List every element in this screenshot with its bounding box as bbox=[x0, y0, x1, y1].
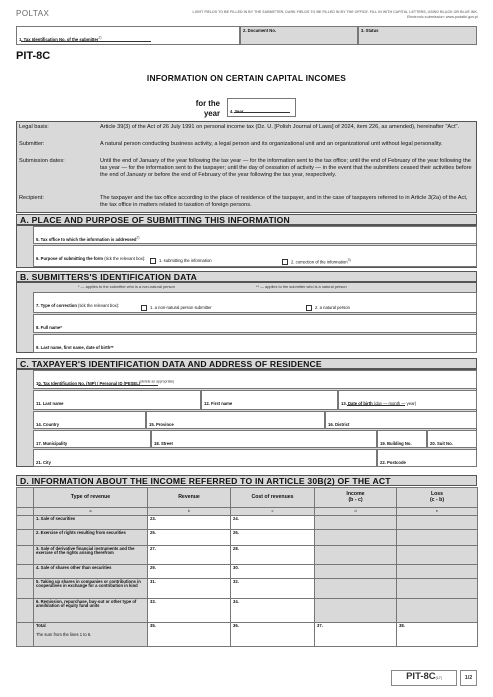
cost-cell-34[interactable]: 34. bbox=[231, 598, 315, 622]
revenue-cell-25[interactable]: 25. bbox=[148, 529, 231, 545]
cost-cell-28[interactable]: 28. bbox=[231, 545, 315, 564]
section-a-title: A. PLACE AND PURPOSE OF SUBMITTING THIS INFORMATION bbox=[16, 214, 477, 225]
correction-option-natural[interactable]: 2. a natural person bbox=[306, 305, 350, 311]
table-row bbox=[17, 578, 478, 598]
instructions-text: LIGHT FIELDS TO BE FILLED IN BY THE SUBMITTER, DARK FIELDS TO BE FILLED IN BY THE OFFICE. FILL IN WITH CAPITAL LETTERS, USING BLACK OR BLUE INK. bbox=[192, 10, 478, 14]
purpose-option-submitting[interactable]: 1. submitting the information bbox=[150, 258, 212, 264]
postcode-field[interactable]: 22. Postcode bbox=[377, 449, 477, 467]
document-no-field: 2. Document No. bbox=[240, 26, 358, 45]
income-cell-row2 bbox=[315, 529, 397, 545]
street-field[interactable]: 18. Street bbox=[151, 430, 377, 448]
income-cell-row5 bbox=[315, 578, 397, 598]
building-no-field[interactable]: 19. Building No. bbox=[377, 430, 427, 448]
suit-no-field[interactable]: 20. Suit No. bbox=[427, 430, 477, 448]
correction-option-non-natural[interactable]: 1. a non-natural person submitter bbox=[141, 305, 212, 311]
income-cell-row4 bbox=[315, 564, 397, 578]
row-label-sale-of-shares: 4. Sale of shares other than securities bbox=[34, 564, 148, 578]
district-field[interactable]: 16. District bbox=[325, 411, 477, 429]
income-table-header-row bbox=[17, 488, 478, 508]
tax-id-submitter-label: 1. Tax Identification No. of the submitter$^{1)}$ bbox=[19, 35, 102, 42]
submitter-note-natural: ** — applies to the submitter who is a natural person bbox=[256, 284, 347, 289]
table-row bbox=[17, 545, 478, 564]
footer-form-code: PIT-8C(17) bbox=[406, 671, 442, 682]
purpose-option-correction[interactable]: 2. correction of the information$^{3)}$ bbox=[282, 258, 351, 265]
tax-id-submitter-field[interactable] bbox=[16, 26, 240, 45]
cost-cell-24[interactable]: 24. bbox=[231, 515, 315, 529]
revenue-cell-23[interactable]: 23. bbox=[148, 515, 231, 529]
tax-office-field[interactable] bbox=[33, 226, 477, 244]
row-label-contribution-in-kind: 5. Taking up shares in companies or contributions in cooperatives in exchange for a contribution in kind bbox=[34, 578, 148, 598]
municipality-field[interactable]: 17. Municipality bbox=[33, 430, 151, 448]
table-row bbox=[17, 598, 478, 622]
row-label-derivatives: 3. Sale of derivative financial instruments and the exercise of the rights arising therefrom bbox=[34, 545, 148, 564]
income-table bbox=[16, 487, 478, 647]
row-label-sale-of-securities: 1. Sale of securities bbox=[34, 515, 148, 529]
header-spacer bbox=[17, 488, 34, 508]
year-field[interactable] bbox=[227, 98, 296, 117]
cost-cell-32[interactable]: 32. bbox=[231, 578, 315, 598]
letter-b: b bbox=[148, 508, 231, 516]
info-submitter: Submitter: A natural person conducting business activity, a legal person and its organizational unit and an organizational unit without legal personality. bbox=[19, 141, 443, 147]
letter-c: c bbox=[231, 508, 315, 516]
purpose-submitting-checkbox[interactable] bbox=[150, 258, 156, 264]
e-submission-text: Electronic submission: www.podatki.gov.pl bbox=[406, 15, 478, 19]
loss-cell-row5 bbox=[397, 578, 478, 598]
table-row bbox=[17, 564, 478, 578]
natural-checkbox[interactable] bbox=[306, 305, 312, 311]
loss-cell-row1 bbox=[397, 515, 478, 529]
total-loss-cell-38[interactable]: 38. bbox=[397, 622, 478, 646]
first-name-field[interactable]: 12. First name bbox=[201, 390, 338, 410]
province-field[interactable]: 15. Province bbox=[146, 411, 325, 429]
total-label: Total The sum from the lines 1 to 6. bbox=[34, 622, 148, 646]
city-field[interactable]: 21. City bbox=[33, 449, 377, 467]
section-d-title: D. INFORMATION ABOUT THE INCOME REFERRED TO IN ARTICLE 30B(2) OF THE ACT bbox=[16, 475, 477, 486]
taxpayer-id-field[interactable] bbox=[33, 370, 477, 389]
country-field[interactable]: 14. Country bbox=[33, 411, 146, 429]
section-c-title: C. TAXPAYER'S IDENTIFICATION DATA AND ADDRESS OF RESIDENCE bbox=[16, 358, 477, 369]
letter-spacer bbox=[17, 508, 34, 516]
row-label-fund-units: 6. Remission, repurchase, buy-out or other type of annihilation of equity fund units bbox=[34, 598, 148, 622]
info-legal-basis: Legal basis: Article 39(3) of the Act of 26 July 1991 on personal income tax (Dz. U. [Polish Journal of Laws] of 2024, item 226, as amended), hereinafter "Act". bbox=[19, 124, 460, 130]
header-cost-of-revenues: Cost of revenues bbox=[231, 488, 315, 508]
for-the-label: for the bbox=[195, 99, 220, 108]
revenue-cell-33[interactable]: 33. bbox=[148, 598, 231, 622]
form-title: INFORMATION ON CERTAIN CAPITAL INCOMES bbox=[146, 73, 347, 83]
loss-cell-row2 bbox=[397, 529, 478, 545]
letter-e: e bbox=[397, 508, 478, 516]
name-dob-field[interactable] bbox=[33, 334, 477, 353]
header-type-of-revenue: Type of revenue bbox=[34, 488, 148, 508]
tax-office-label: 5. Tax office to which the information is addressed$^{2)}$ bbox=[36, 235, 140, 242]
income-cell-row1 bbox=[315, 515, 397, 529]
info-recipient: Recipient: The taxpayer and the tax office according to the place of residence of the taxpayer, and in the case of taxpayers referred to in Article 3(2a) of the Act, the tax office in matters related to taxation of foreign persons. bbox=[19, 195, 468, 208]
year-field-label: 4. Year bbox=[230, 109, 244, 114]
loss-cell-row3 bbox=[397, 545, 478, 564]
year-label: year bbox=[203, 109, 220, 118]
cost-cell-30[interactable]: 30. bbox=[231, 564, 315, 578]
loss-cell-row4 bbox=[397, 564, 478, 578]
form-code: PIT-8C bbox=[16, 50, 51, 62]
date-of-birth-field[interactable]: 13. Date of birth (day — month — year) bbox=[338, 390, 477, 410]
brand-label: POLTAX bbox=[16, 9, 50, 18]
year-segment-marks bbox=[234, 110, 290, 113]
footer-page-number: 1/2 bbox=[464, 675, 473, 681]
non-natural-checkbox[interactable] bbox=[141, 305, 147, 311]
table-row bbox=[17, 515, 478, 529]
full-name-label: 8. Full name* bbox=[36, 325, 62, 330]
header-income: Income (b - c) bbox=[315, 488, 397, 508]
status-field: 3. Status bbox=[358, 26, 477, 45]
purpose-field bbox=[33, 245, 477, 267]
row-label-exercise-of-rights: 2. Exercise of rights resulting from securities bbox=[34, 529, 148, 545]
purpose-label: 6. Purpose of submitting the form (tick the relevant box): bbox=[36, 256, 146, 261]
income-cell-row3 bbox=[315, 545, 397, 564]
section-b-title: B. SUBMITTERS'S IDENTIFICATION DATA bbox=[16, 271, 477, 282]
correction-type-label: 7. Type of correction (tick the relevant box): bbox=[36, 303, 120, 308]
total-income-cell-37[interactable]: 37. bbox=[315, 622, 397, 646]
taxpayer-id-segment-marks bbox=[38, 383, 158, 386]
header-loss: Loss (c - b) bbox=[397, 488, 478, 508]
header-revenue: Revenue bbox=[148, 488, 231, 508]
info-submission-dates: Submission dates: Until the end of January of the year following the tax year — for the information sent to the tax office; until the end of February of the year following the tax year — for the information sent to the taxpayer; until the day of cessation of activity — in the event that the submitters ceased their activities before the end of January or before the end of February of the year following the tax year, respectively. bbox=[19, 158, 472, 178]
submitter-note-non-natural: * — applies to the submitter who is a non-natural person bbox=[78, 284, 175, 289]
loss-cell-row6 bbox=[397, 598, 478, 622]
full-name-field[interactable] bbox=[33, 314, 477, 333]
revenue-cell-29[interactable]: 29. bbox=[148, 564, 231, 578]
revenue-cell-31[interactable]: 31. bbox=[148, 578, 231, 598]
income-cell-row6 bbox=[315, 598, 397, 622]
income-table-total-row bbox=[17, 622, 478, 646]
dob-segment-marks bbox=[347, 403, 405, 406]
purpose-correction-checkbox[interactable] bbox=[282, 259, 288, 265]
last-name-field[interactable]: 11. Last name bbox=[33, 390, 201, 410]
total-cost-cell-36[interactable]: 36. bbox=[231, 622, 315, 646]
cost-cell-26[interactable]: 26. bbox=[231, 529, 315, 545]
revenue-cell-27[interactable]: 27. bbox=[148, 545, 231, 564]
table-row bbox=[17, 529, 478, 545]
total-revenue-cell-35[interactable]: 35. bbox=[148, 622, 231, 646]
letter-d: d bbox=[315, 508, 397, 516]
income-table-letter-row bbox=[17, 508, 478, 516]
letter-a: a bbox=[34, 508, 148, 516]
correction-type-field bbox=[33, 292, 477, 313]
name-dob-label: 9. Last name, first name, date of birth** bbox=[36, 345, 114, 350]
taxpayer-id-label: 10. Tax Identification No. (NIP) / Personal ID (PESEL)$^{(delete as appropriate)}$ bbox=[36, 379, 175, 386]
